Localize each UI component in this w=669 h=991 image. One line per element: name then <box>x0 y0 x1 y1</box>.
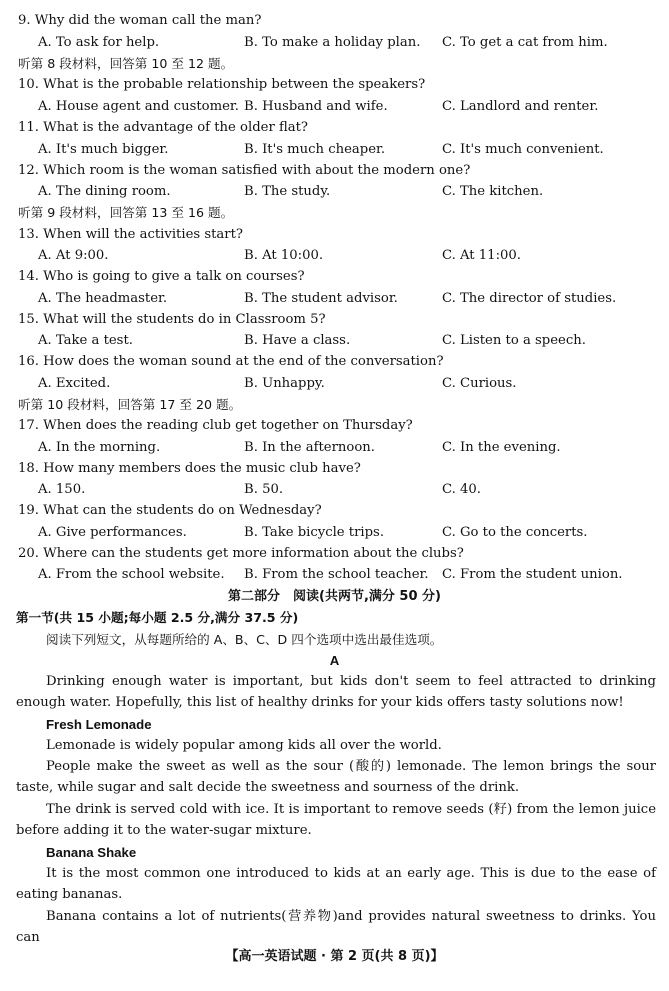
section-title: 第一节(共 15 小题;每小题 2.5 分,满分 37.5 分) <box>16 610 299 625</box>
option-c: C. Landlord and renter. <box>442 99 599 114</box>
passage-paragraph: It is the most common one introduced to kids at an early age. This is due to the ease of eating bananas. <box>16 866 656 903</box>
option-a: A. Give performances. <box>38 525 187 540</box>
option-b: B. It's much cheaper. <box>244 142 386 157</box>
option-a: A. To ask for help. <box>38 35 160 50</box>
question-11: 11. What is the advantage of the older flat? <box>18 120 308 135</box>
question-12: 12. Which room is the woman satisfied with about the modern one? <box>18 163 471 178</box>
reading-instruction: 阅读下列短文，从每题所给的 A、B、C、D 四个选项中选出最佳选项。 <box>46 632 443 647</box>
question-19: 19. What can the students do on Wednesday? <box>18 503 322 518</box>
option-b: B. Husband and wife. <box>244 99 388 114</box>
part-title: 第二部分 阅读(共两节,满分 50 分) <box>228 589 441 604</box>
option-b: B. The study. <box>244 184 331 199</box>
question-17: 17. When does the reading club get together on Thursday? <box>18 418 413 433</box>
passage-paragraph: Banana contains a lot of nutrients(营养物)and provides natural sweetness to drinks. You can <box>16 909 656 946</box>
option-c: C. At 11:00. <box>442 248 521 263</box>
option-c: C. It's much convenient. <box>442 142 604 157</box>
option-a: A. At 9:00. <box>38 248 109 263</box>
option-b: B. Unhappy. <box>244 376 325 391</box>
option-c: C. Listen to a speech. <box>442 333 586 348</box>
passage-paragraph: Lemonade is widely popular among kids all over the world. <box>46 738 442 753</box>
option-c: C. The kitchen. <box>442 184 544 199</box>
question-10: 10. What is the probable relationship between the speakers? <box>18 77 426 92</box>
option-c: C. Go to the concerts. <box>442 525 588 540</box>
page-footer: 【高一英语试题 · 第 2 页(共 8 页)】 <box>225 949 444 964</box>
section-instruction: 听第 10 段材料，回答第 17 至 20 题。 <box>18 397 242 412</box>
passage-paragraph: People make the sweet as well as the sour (酸的) lemonade. The lemon brings the sour taste, while sugar and salt decide the sweetness and sourness of the drink. <box>16 759 656 796</box>
option-b: B. In the afternoon. <box>244 440 375 455</box>
option-a: A. The headmaster. <box>38 291 168 306</box>
option-b: B. Take bicycle trips. <box>244 525 385 540</box>
passage-heading: Fresh Lemonade <box>46 717 152 732</box>
option-b: B. To make a holiday plan. <box>244 35 421 50</box>
option-c: C. From the student union. <box>442 567 623 582</box>
passage-intro: Drinking enough water is important, but kids don't seem to feel attracted to drinking enough water. Hopefully, this list of healthy drinks for your kids offers tasty solutions now! <box>16 674 656 711</box>
question-18: 18. How many members does the music club have? <box>18 461 361 476</box>
passage-paragraph: The drink is served cold with ice. It is important to remove seeds (籽) from the lemon juice before adding it to the water-sugar mixture. <box>16 802 656 839</box>
question-9: 9. Why did the woman call the man? <box>18 13 262 28</box>
option-c: C. To get a cat from him. <box>442 35 608 50</box>
option-b: B. The student advisor. <box>244 291 398 306</box>
option-c: C. 40. <box>442 482 481 497</box>
option-a: A. The dining room. <box>38 184 171 199</box>
question-14: 14. Who is going to give a talk on courses? <box>18 269 305 284</box>
question-20: 20. Where can the students get more information about the clubs? <box>18 546 464 561</box>
option-a: A. 150. <box>38 482 86 497</box>
question-15: 15. What will the students do in Classroom 5? <box>18 312 326 327</box>
option-b: B. 50. <box>244 482 284 497</box>
section-instruction: 听第 8 段材料，回答第 10 至 12 题。 <box>18 56 234 71</box>
option-c: C. Curious. <box>442 376 517 391</box>
section-instruction: 听第 9 段材料，回答第 13 至 16 题。 <box>18 205 234 220</box>
passage-letter: A <box>329 653 340 668</box>
option-a: A. House agent and customer. <box>38 99 239 114</box>
option-a: A. It's much bigger. <box>38 142 169 157</box>
option-c: C. In the evening. <box>442 440 561 455</box>
option-b: B. Have a class. <box>244 333 351 348</box>
question-16: 16. How does the woman sound at the end of the conversation? <box>18 354 444 369</box>
option-a: A. Excited. <box>38 376 111 391</box>
option-b: B. From the school teacher. <box>244 567 429 582</box>
option-b: B. At 10:00. <box>244 248 324 263</box>
option-c: C. The director of studies. <box>442 291 617 306</box>
option-a: A. Take a test. <box>38 333 133 348</box>
question-13: 13. When will the activities start? <box>18 227 243 242</box>
option-a: A. In the morning. <box>38 440 161 455</box>
option-a: A. From the school website. <box>38 567 225 582</box>
passage-heading: Banana Shake <box>46 845 137 860</box>
